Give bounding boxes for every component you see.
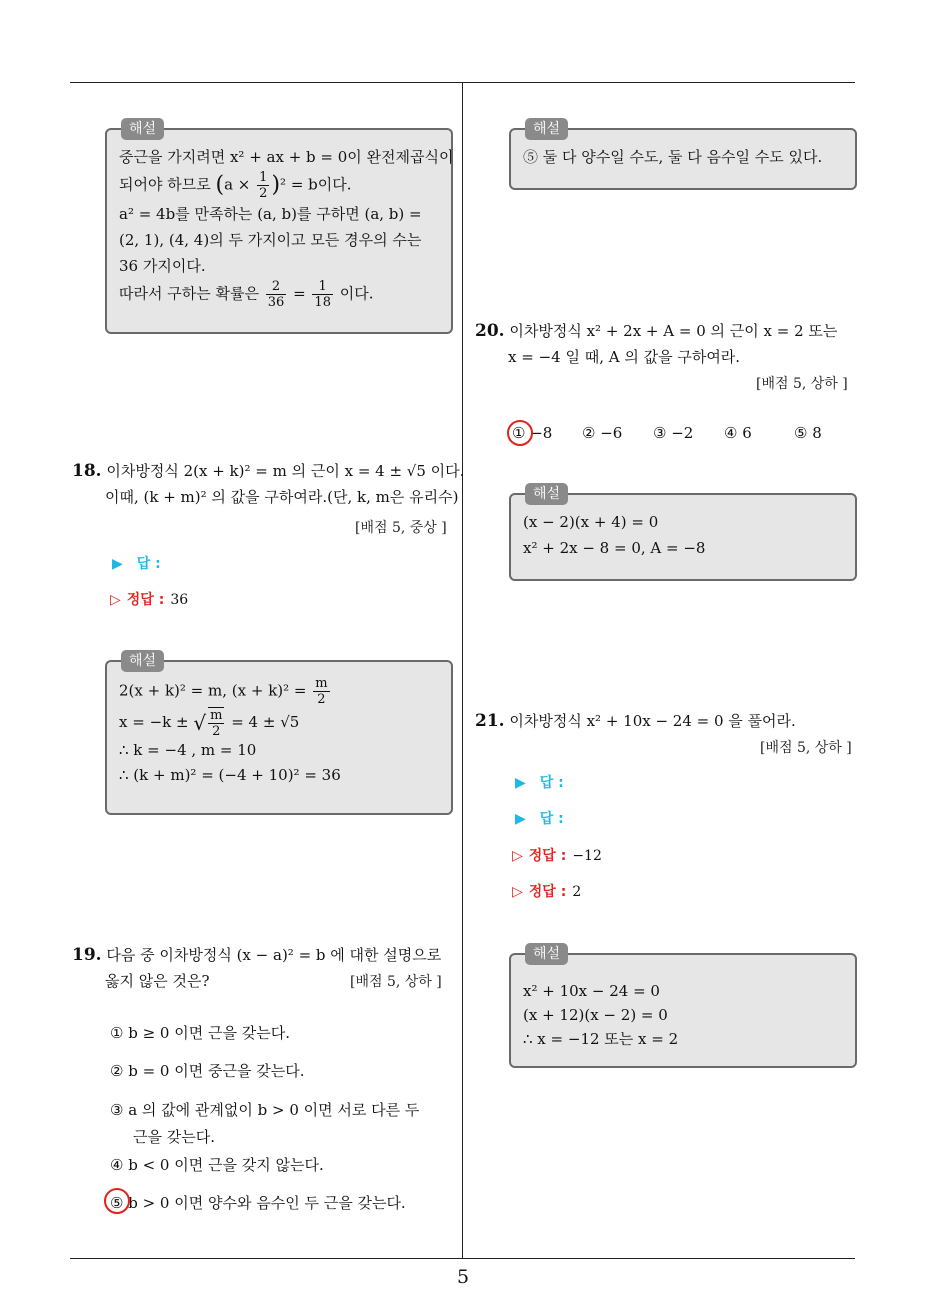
q18-exp-line-1: 2(x + k)² = m, (x + k)² = $\frac{m}{2}$ [119,676,328,707]
q18-exp-line-2: x = −k ± √ $\frac{m}{2}$ = 4 ± √5 [119,708,300,739]
q20-choice-5[interactable]: ⑤ 8 [794,424,822,442]
q20-choice-1[interactable]: ① −8 [512,424,553,442]
q21-exp-line-1: x² + 10x − 24 = 0 [523,982,660,1000]
bottom-rule [70,1258,855,1259]
q21-correct-row-2: ▷ 정답 : 2 [512,884,582,900]
q17-exp-line-3: a² = 4b를 만족하는 (a, b)를 구하면 (a, b) = [119,205,422,223]
answer-circle-mark [507,420,533,446]
q18-correct-row: ▷ 정답 : 36 [110,592,189,608]
play-arrow-icon: ▶ [112,556,123,572]
q17-exp-line-5: 36 가지이다. [119,257,206,275]
q21-text: 이차방정식 x² + 10x − 24 = 0 을 풀어라. [509,712,796,730]
q20-number: 20. [475,321,505,341]
q20-explanation-box [509,486,857,581]
q19-number: 19. [72,945,102,965]
q18-text-1: 이차방정식 2(x + k)² = m 의 근이 x = 4 ± √5 이다. [106,462,465,480]
q20-exp-line-1: (x − 2)(x + 4) = 0 [523,513,659,531]
q18-number: 18. [72,461,102,481]
q21-answer-row-1: ▶ 답 : [515,775,564,791]
q17-exp-line-2: 되어야 하므로 (a × $\frac{1}{2}$ )² = b이다. [119,170,352,201]
q19-choice-2[interactable]: ② b = 0 이면 중근을 갖는다. [110,1062,305,1080]
q21-correct-row-1: ▷ 정답 : −12 [512,848,602,864]
q20-choice-4[interactable]: ④ 6 [724,424,752,442]
q17-explanation-box [105,121,454,334]
q21-answer-row-2: ▶ 답 : [515,811,564,827]
q20-question [475,318,860,370]
q18-explanation-box [105,653,453,815]
explanation-tag: 해설 [525,483,568,505]
q18-exp-line-4: ∴ (k + m)² = (−4 + 10)² = 36 [119,766,341,784]
q20-meta: [배점 5, 상하 ] [756,376,848,392]
explanation-tag: 해설 [525,118,568,140]
q19-meta: [배점 5, 상하 ] [350,974,442,990]
q17-exp-line-6: 따라서 구하는 확률은 $\frac{2}{36}$ = $\frac{1}{18}$ 이다. [119,279,374,310]
q19-exp-line: ⑤ 둘 다 양수일 수도, 둘 다 음수일 수도 있다. [523,148,823,166]
q20-choice-3[interactable]: ③ −2 [653,424,694,442]
explanation-tag: 해설 [121,650,164,672]
q21-question [475,708,860,734]
q19-choice-3[interactable]: ③ a 의 값에 관계없이 b > 0 이면 서로 다른 두 [110,1101,420,1119]
q17-exp-line-1: 중근을 가지려면 x² + ax + b = 0이 완전제곱식이 [119,148,454,166]
outline-arrow-icon: ▷ [512,848,523,864]
q21-number: 21. [475,711,505,731]
q20-exp-line-2: x² + 2x − 8 = 0, A = −8 [523,539,706,557]
q19-text-1: 다음 중 이차방정식 (x − a)² = b 에 대한 설명으로 [106,946,442,964]
q17-exp-line-4: (2, 1), (4, 4)의 두 가지이고 모든 경우의 수는 [119,231,422,249]
play-arrow-icon: ▶ [515,811,526,827]
fraction-2-36: $\frac{2}{36}$ [267,279,285,310]
q18-exp-line-3: ∴ k = −4 , m = 10 [119,741,257,759]
column-divider [462,83,463,1259]
q19-choice-1[interactable]: ① b ≥ 0 이면 근을 갖는다. [110,1024,290,1042]
q20-text-2: x = −4 일 때, A 의 값을 구하여라. [508,348,741,366]
explanation-tag: 해설 [525,943,568,965]
q21-meta: [배점 5, 상하 ] [760,740,852,756]
q21-exp-line-2: (x + 12)(x − 2) = 0 [523,1006,668,1024]
q19-choice-5[interactable]: ⑤ b > 0 이면 양수와 음수인 두 근을 갖는다. [110,1194,406,1212]
q18-text-2: 이때, (k + m)² 의 값을 구하여라.(단, k, m은 유리수) [105,488,459,506]
page-number: 5 [456,1266,470,1288]
q21-explanation-box [509,946,857,1068]
fraction-1-18: $\frac{1}{18}$ [314,279,331,310]
answer-circle-mark [104,1188,130,1214]
fraction-half: $\frac{1}{2}$ [259,170,268,201]
q18-meta: [배점 5, 중상 ] [355,520,447,536]
q20-text-1: 이차방정식 x² + 2x + A = 0 의 근이 x = 2 또는 [509,322,838,340]
q21-exp-line-3: ∴ x = −12 또는 x = 2 [523,1030,679,1048]
q19-choice-4[interactable]: ④ b < 0 이면 근을 갖지 않는다. [110,1156,324,1174]
q18-question [72,458,465,510]
q20-choice-2[interactable]: ② −6 [582,424,623,442]
q19-text-2: 옳지 않은 것은? [105,972,210,990]
q19-explanation-box [509,121,857,190]
outline-arrow-icon: ▷ [110,592,121,608]
q19-choice-3-cont: 근을 갖는다. [133,1128,215,1146]
q18-answer-row: ▶ 답 : [112,556,161,572]
explanation-tag: 해설 [121,118,164,140]
outline-arrow-icon: ▷ [512,884,523,900]
play-arrow-icon: ▶ [515,775,526,791]
